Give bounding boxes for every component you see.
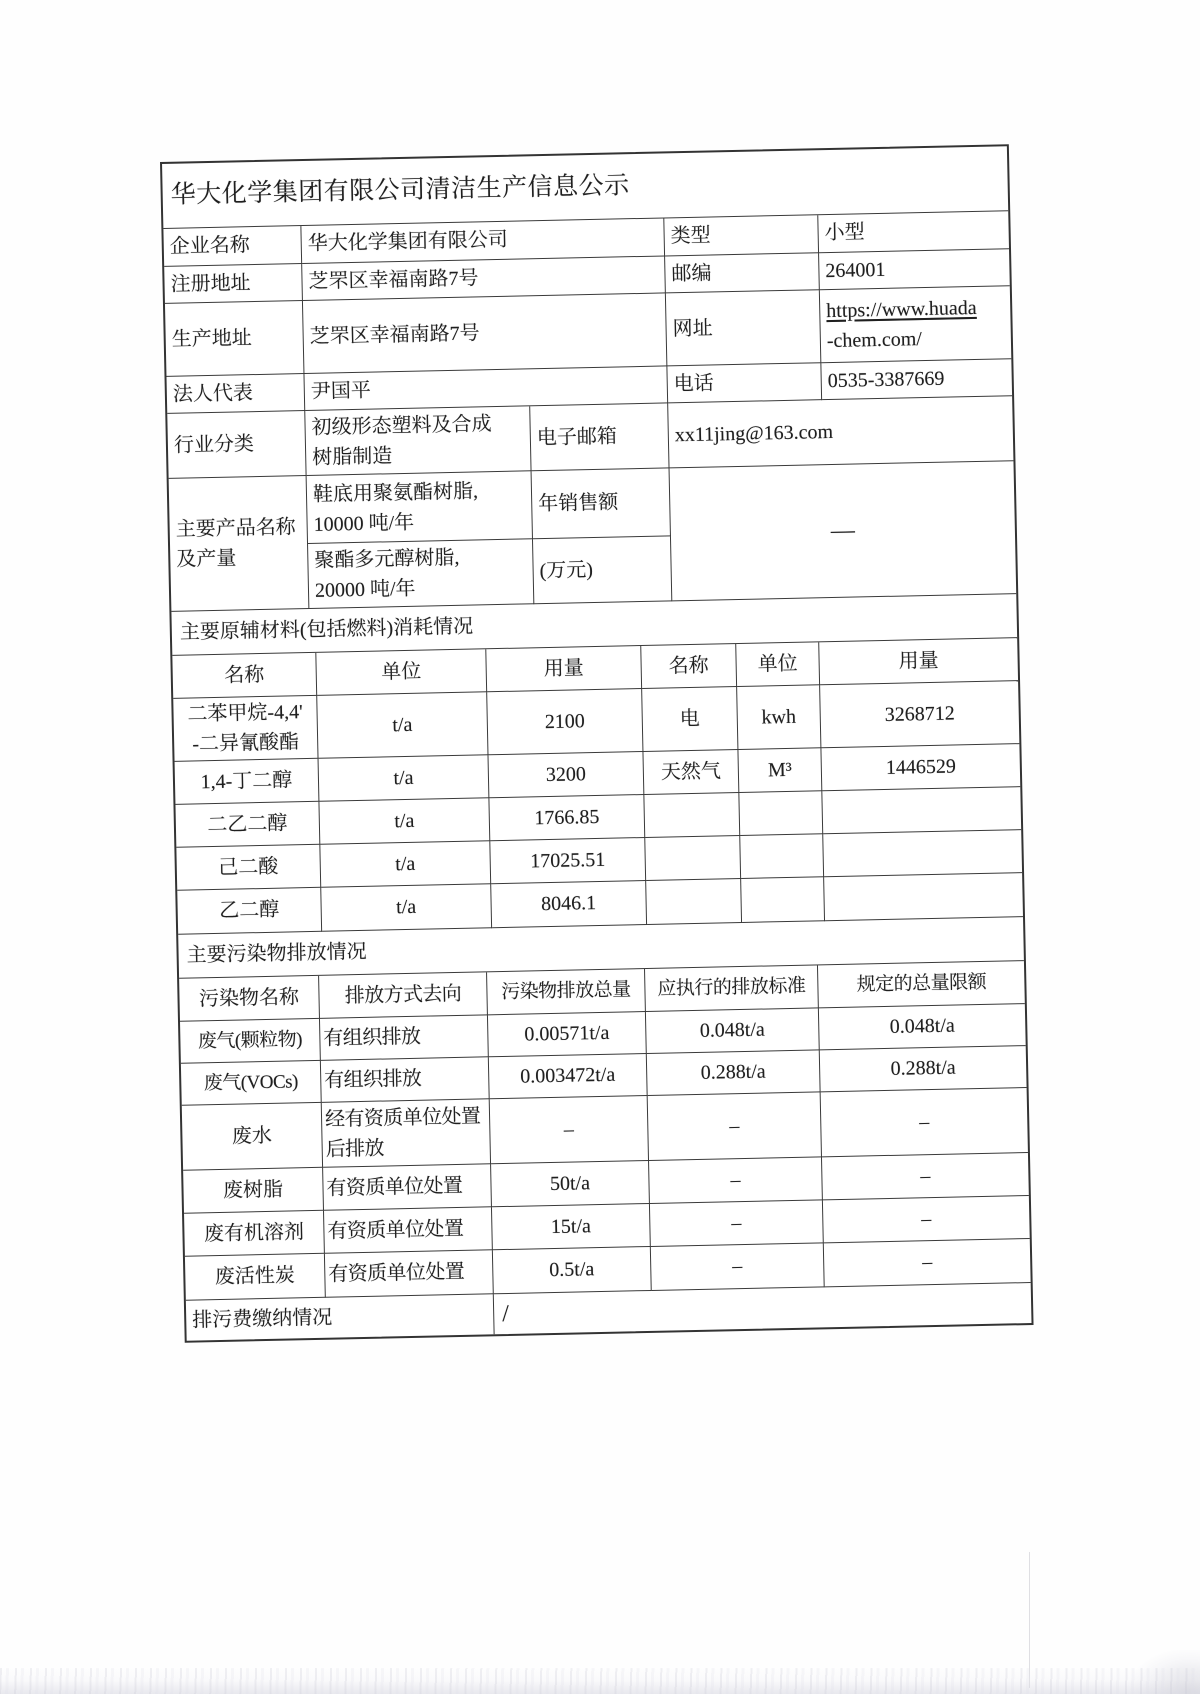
material-name: 二乙二醇 [175, 802, 320, 848]
legal-representative-value: 尹国平 [304, 366, 668, 411]
production-address-value: 芝罘区幸福南路7号 [303, 293, 667, 374]
annual-sales-value: — [670, 461, 1017, 601]
pollutant-total: 15t/a [492, 1204, 651, 1250]
materials-header-name2: 名称 [641, 644, 737, 689]
materials-header-unit: 单位 [316, 649, 487, 696]
products-label-line1: 主要产品名称 [175, 516, 296, 541]
materials-section [172, 638, 1023, 935]
industry-label: 行业分类 [167, 411, 306, 479]
material-quantity2 [822, 787, 1021, 834]
production-address-label: 生产地址 [165, 301, 304, 377]
table-title: 华大化学集团有限公司清洁生产信息公示 [162, 146, 1008, 229]
material-quantity2: 1446529 [821, 744, 1020, 791]
material-unit2 [740, 834, 824, 879]
pollutant-standard: – [649, 1157, 823, 1204]
pollutant-limit: 0.288t/a [820, 1046, 1027, 1092]
pollutant-total: 0.00571t/a [488, 1012, 647, 1057]
scan-noise-strip [0, 1668, 1200, 1694]
material-quantity2 [824, 873, 1023, 921]
disclosure-table [160, 144, 1034, 1343]
pollutant-total: 0.003472t/a [489, 1054, 648, 1099]
industry-value [305, 406, 531, 476]
products-label [169, 476, 310, 612]
pollutant-method: 有组织排放 [320, 1015, 489, 1061]
material-name: 1,4-丁二醇 [175, 759, 320, 805]
material-quantity2 [823, 830, 1022, 877]
pollutants-section [179, 961, 1031, 1301]
material-name2 [645, 836, 741, 881]
pollutant-limit: – [823, 1196, 1030, 1243]
pollutant-name: 废活性炭 [185, 1254, 326, 1301]
material-quantity: 2100 [487, 689, 643, 755]
pollutant-standard: 0.288t/a [647, 1050, 821, 1096]
company-name-label: 企业名称 [163, 226, 302, 267]
pollutant-method: 经有资质单位处置 后排放 [322, 1099, 491, 1168]
annual-sales-label: 年销售额 [532, 468, 671, 539]
pollutant-limit: – [824, 1239, 1031, 1287]
registered-address-value: 芝罘区幸福南路7号 [302, 256, 666, 301]
phone-value: 0535-3387669 [821, 359, 1012, 400]
pollutant-limit: 0.048t/a [819, 1004, 1026, 1050]
material-quantity: 3200 [488, 752, 644, 798]
material-unit: t/a [321, 884, 492, 932]
product-2-name: 聚酯多元醇树脂, [314, 546, 460, 572]
material-name: 乙二醇 [177, 888, 322, 935]
email-value: xx11jing@163.com [668, 396, 1013, 468]
website-label: 网址 [666, 290, 821, 366]
company-info-section [162, 146, 1016, 612]
materials-header-unit2: 单位 [736, 642, 820, 687]
legal-representative-label: 法人代表 [167, 374, 306, 414]
pollutant-name: 废气(VOCs) [181, 1061, 322, 1106]
website-line2: -chem.com/ [826, 328, 923, 353]
product-1-name: 鞋底用聚氨酯树脂, [312, 479, 479, 506]
material-quantity: 8046.1 [491, 881, 647, 928]
product-1 [307, 471, 533, 544]
website-value [820, 286, 1011, 363]
material-unit2: kwh [737, 685, 821, 750]
materials-header-name: 名称 [172, 653, 317, 699]
pollutant-header-standard: 应执行的排放标准 [645, 965, 819, 1012]
pollutant-header-limit: 规定的总量限额 [818, 961, 1025, 1008]
material-unit: t/a [320, 841, 491, 888]
product-2 [308, 539, 534, 609]
pollutant-name: 废水 [182, 1103, 323, 1171]
pollutant-limit: – [821, 1088, 1028, 1157]
product-2-output: 20000 吨/年 [314, 577, 416, 602]
product-1-output: 10000 吨/年 [313, 511, 415, 536]
pollutant-standard: – [648, 1092, 822, 1161]
pollutant-total: 0.5t/a [493, 1247, 652, 1294]
fee-payment-label: 排污费缴纳情况 [186, 1294, 495, 1340]
pollutant-standard: 0.048t/a [646, 1008, 820, 1054]
pollutant-method: 有资质单位处置 [325, 1250, 494, 1298]
pollutant-header-total: 污染物排放总量 [487, 969, 646, 1015]
pollutant-method: 有资质单位处置 [324, 1207, 493, 1254]
website-link[interactable]: https://www.huada [826, 296, 977, 323]
pollutant-header-method: 排放方式去向 [319, 972, 488, 1019]
material-quantity: 17025.51 [490, 838, 646, 884]
material-unit: t/a [319, 755, 490, 802]
fee-payment-value: / [501, 1300, 510, 1328]
industry-line1: 初级形态塑料及合成 [311, 413, 492, 439]
industry-line2: 树脂制造 [311, 445, 393, 469]
material-name: 二苯甲烷-4,4' -二异氰酸酯 [173, 696, 318, 762]
material-unit2 [741, 877, 825, 923]
material-quantity: 1766.85 [489, 795, 645, 841]
material-unit2 [739, 791, 823, 836]
pollutants-section-title: 主要污染物排放情况 [178, 917, 1024, 979]
material-name2 [646, 879, 742, 925]
company-type-value: 小型 [818, 211, 1009, 253]
pollutant-standard: – [651, 1243, 825, 1291]
material-name2: 电 [642, 687, 738, 752]
pollutant-total: – [490, 1096, 649, 1164]
material-name2 [644, 793, 740, 838]
pollutant-standard: – [650, 1200, 824, 1247]
pollutant-method: 有资质单位处置 [323, 1164, 492, 1211]
pollutant-total: 50t/a [491, 1161, 650, 1207]
pollutant-name: 废气(颗粒物) [180, 1019, 321, 1064]
pollutant-name: 废有机溶剂 [184, 1211, 325, 1257]
material-quantity2: 3268712 [820, 681, 1019, 748]
pollutant-limit: – [822, 1153, 1029, 1200]
materials-header-quantity: 用量 [486, 646, 642, 692]
registered-address-label: 注册地址 [164, 264, 303, 304]
pollutant-header-name: 污染物名称 [179, 976, 320, 1022]
company-type-label: 类型 [664, 215, 819, 256]
email-label: 电子邮箱 [530, 403, 669, 471]
phone-label: 电话 [667, 363, 822, 403]
pollutant-name: 废树脂 [183, 1168, 324, 1214]
material-unit2: M³ [738, 748, 822, 793]
materials-header-quantity2: 用量 [819, 638, 1018, 685]
materials-section-title: 主要原辅材料(包括燃料)消耗情况 [171, 594, 1017, 656]
annual-sales-unit: (万元) [533, 536, 672, 604]
postal-code-label: 邮编 [665, 253, 820, 293]
pollutant-method: 有组织排放 [321, 1057, 490, 1103]
company-name-value: 华大化学集团有限公司 [301, 218, 665, 264]
postal-code-value: 264001 [819, 249, 1010, 290]
products-label-line2: 及产量 [176, 547, 237, 571]
material-unit: t/a [319, 798, 490, 845]
material-name2: 天然气 [643, 750, 739, 795]
material-unit: t/a [317, 692, 488, 759]
material-name: 己二酸 [176, 845, 321, 891]
